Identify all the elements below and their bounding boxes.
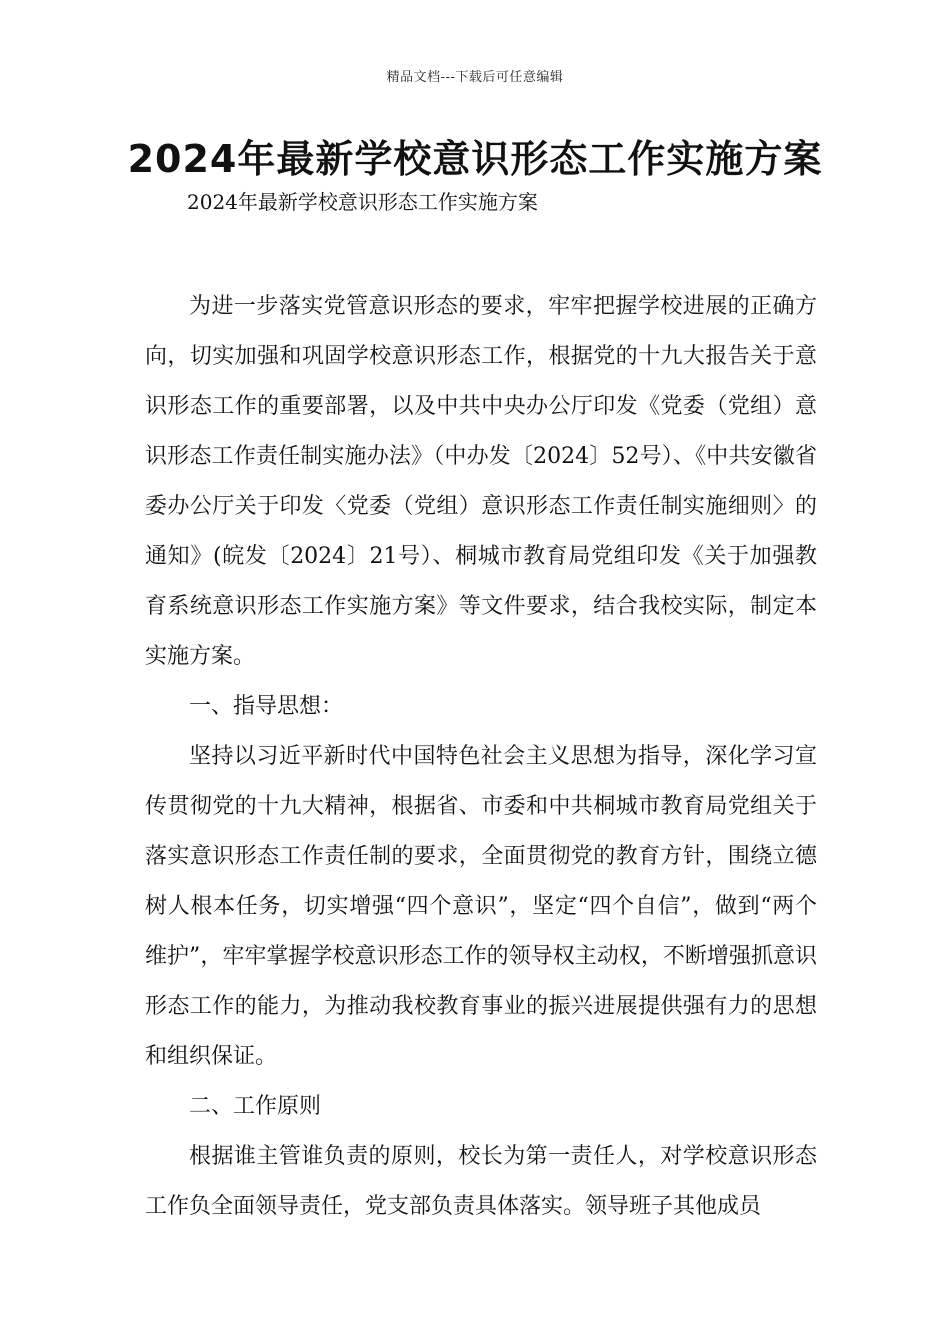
document-subtitle: 2024年最新学校意识形态工作实施方案 xyxy=(187,190,538,214)
document-body xyxy=(145,282,817,1232)
paragraph-intro: 为进一步落实党管意识形态的要求，牢牢把握学校进展的正确方向，切实加强和巩固学校意识形态工作，根据党的十九大报告关于意识形态工作的重要部署，以及中共中央办公厅印发《党委（党组）意识形态工作责任制实施办法》（中办发〔2024〕52号）、《中共安徽省委办公厅关于印发〈党委（党组）意识形态工作责任制实施细则〉的通知》(皖发〔2024〕21号）、桐城市教育局党组印发《关于加强教育系统意识形态工作实施方案》等文件要求，结合我校实际，制定本实施方案。 xyxy=(145,294,817,669)
header-note: 精品文档---下载后可任意编辑 xyxy=(386,70,564,85)
section-heading-guiding-ideology: 一、指导思想： xyxy=(189,694,344,719)
paragraph-work-principles: 根据谁主管谁负责的原则，校长为第一责任人，对学校意识形态工作负全面领导责任，党支部负责具体落实。领导班子其他成员 xyxy=(145,1144,817,1219)
paragraph-guiding-ideology: 坚持以习近平新时代中国特色社会主义思想为指导，深化学习宣传贯彻党的十九大精神，根据省、市委和中共桐城市教育局党组关于落实意识形态工作责任制的要求，全面贯彻党的教育方针，围绕立德树人根本任务，切实增强“四个意识”，坚定“四个自信”，做到“两个维护”，牢牢掌握学校意识形态工作的领导权主动权，不断增强抓意识形态工作的能力，为推动我校教育事业的振兴进展提供强有力的思想和组织保证。 xyxy=(145,744,817,1069)
section-heading-work-principles: 二、工作原则 xyxy=(189,1094,322,1119)
document-title: 2024年最新学校意识形态工作实施方案 xyxy=(127,137,823,181)
